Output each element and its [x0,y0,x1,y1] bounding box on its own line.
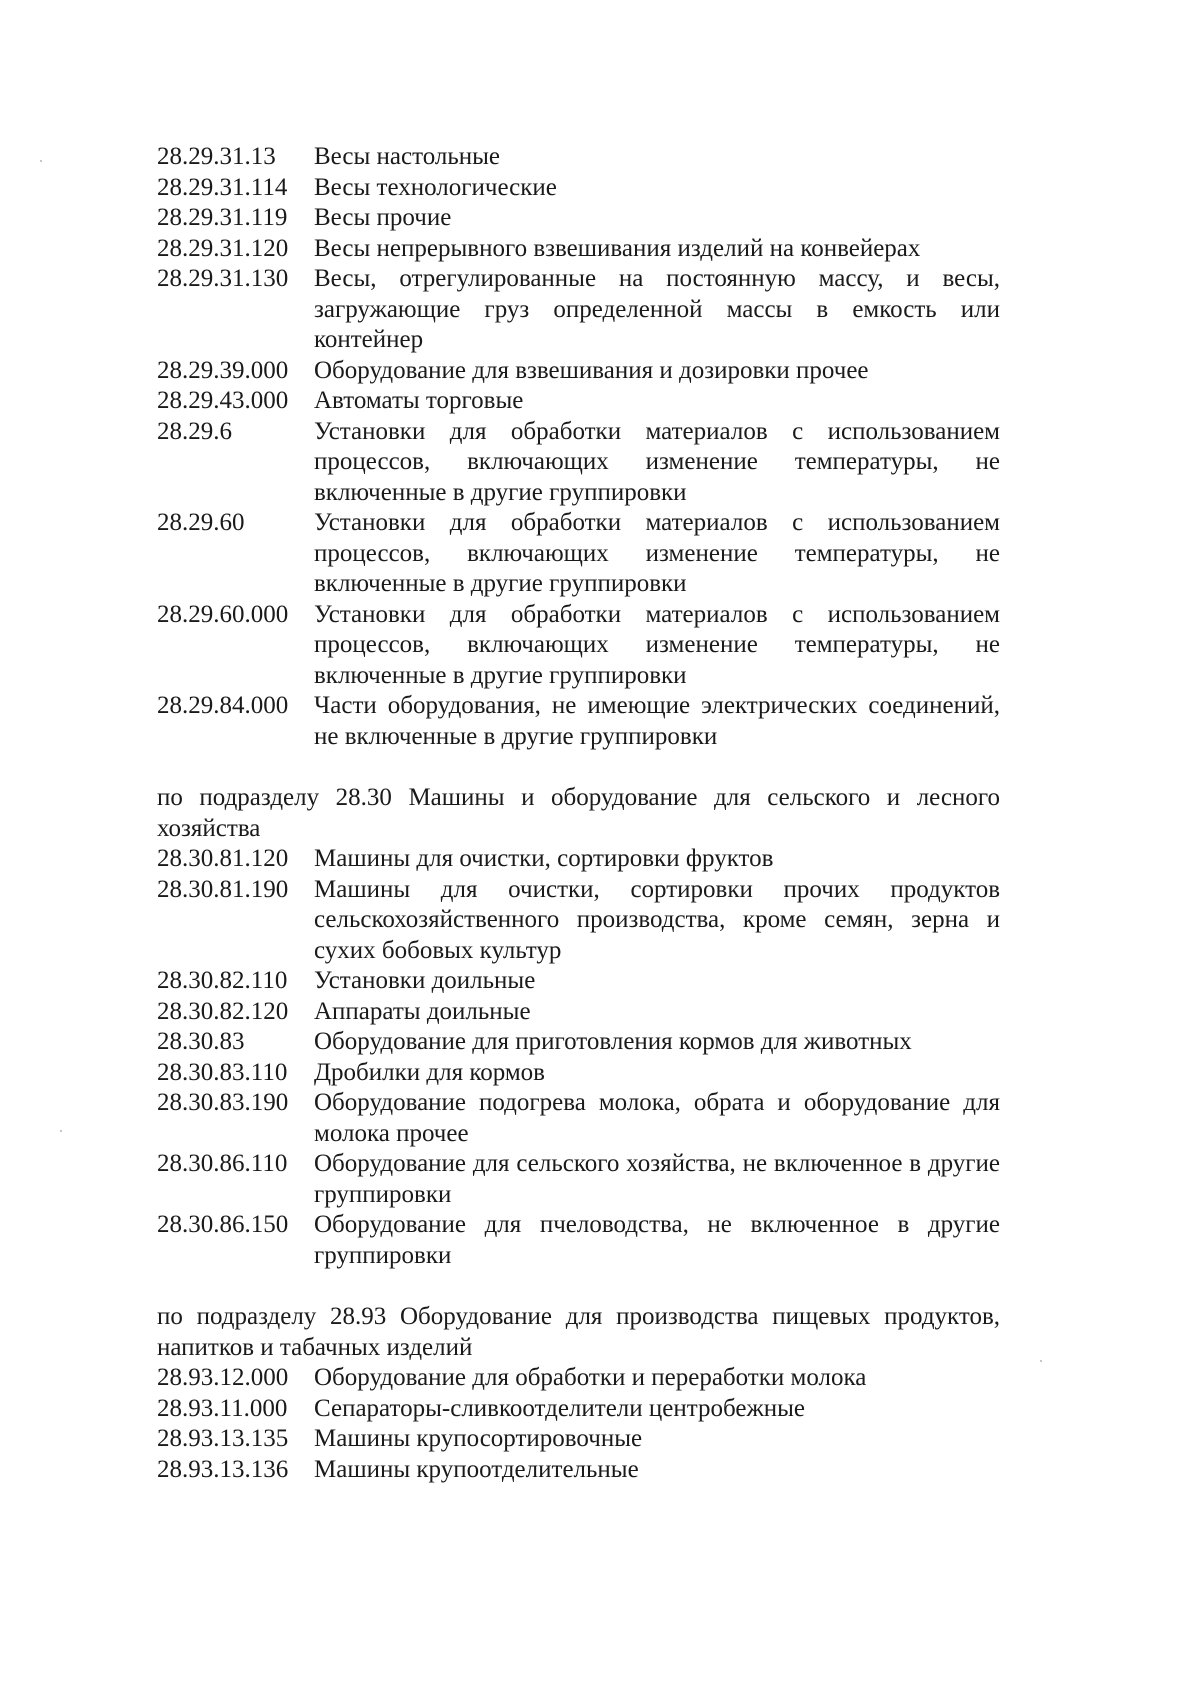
item-text: Весы прочие [314,204,452,231]
list-item [157,173,1000,204]
section-heading: по подразделу 28.93 Оборудование для производства пищевых продуктов, напитков и табачных изделий [157,1303,1000,1361]
classifier-list-section2 [157,844,1000,1271]
item-code: 28.30.81.120 [157,845,289,872]
item-code: 28.29.31.120 [157,234,289,262]
item-text: Машины крупоотделительные [314,1455,639,1483]
list-item [157,691,1000,752]
document-body [157,142,1000,1485]
list-item [157,600,1000,692]
list-item [157,1455,1000,1486]
item-text: Части оборудования, не имеющие электрических соединений, не включенные в другие группировки [314,692,1000,750]
item-code: 28.30.83 [157,1028,245,1055]
list-item [157,1210,1000,1271]
item-code: 28.29.31.130 [157,265,289,292]
item-text: Машины для очистки, сортировки прочих продуктов сельскохозяйственного производства, кроме семян, зерна и сухих бобовых культур [314,875,1000,964]
item-text: Оборудование для взвешивания и дозировки прочее [314,356,869,384]
list-item [157,1027,1000,1058]
item-code: 28.30.81.190 [157,875,289,903]
item-code: 28.29.31.13 [157,143,276,170]
item-text: Машины крупосортировочные [314,1425,643,1452]
list-item [157,1149,1000,1210]
item-code: 28.29.84.000 [157,692,289,719]
list-item [157,1058,1000,1089]
list-item [157,203,1000,234]
section-heading: по подразделу 28.30 Машины и оборудование для сельского и лесного хозяйства [157,784,1000,842]
list-item [157,234,1000,265]
item-code: 28.30.83.190 [157,1089,289,1116]
list-item [157,875,1000,967]
item-text: Весы, отрегулированные на постоянную массу, и весы, загружающие груз определенной массы в емкость или контейнер [314,265,1000,353]
item-text: Аппараты доильные [314,997,531,1025]
item-text: Установки доильные [314,967,536,994]
list-item [157,508,1000,600]
list-item [157,1363,1000,1394]
item-code: 28.29.43.000 [157,387,289,414]
item-text: Оборудование подогрева молока, обрата и оборудование для молока прочее [314,1089,1000,1147]
list-item [157,417,1000,509]
item-code: 28.93.12.000 [157,1364,289,1391]
item-text: Установки для обработки материалов с использованием процессов, включающих изменение температуры, не включенные в другие группировки [314,417,1000,506]
item-text: Весы непрерывного взвешивания изделий на конвейерах [314,234,921,262]
list-item [157,1424,1000,1455]
item-text: Оборудование для приготовления кормов для животных [314,1028,912,1055]
item-code: 28.30.86.110 [157,1150,288,1177]
item-text: Весы настольные [314,143,501,170]
list-item [157,1394,1000,1425]
list-item [157,142,1000,173]
item-text: Оборудование для пчеловодства, не включенное в другие группировки [314,1211,1000,1269]
item-text: Сепараторы-сливкоотделители центробежные [314,1394,806,1422]
item-text: Машины для очистки, сортировки фруктов [314,845,774,872]
list-item [157,997,1000,1028]
item-text: Дробилки для кормов [314,1058,545,1086]
list-item [157,264,1000,356]
item-code: 28.93.11.000 [157,1394,288,1422]
item-code: 28.29.60.000 [157,600,289,628]
item-code: 28.30.82.120 [157,997,289,1025]
item-text: Установки для обработки материалов с использованием процессов, включающих изменение температуры, не включенные в другие группировки [314,600,1000,689]
list-item [157,356,1000,387]
item-text: Оборудование для обработки и переработки молока [314,1364,867,1391]
item-code: 28.30.82.110 [157,967,288,994]
item-code: 28.93.13.136 [157,1455,289,1483]
item-text: Установки для обработки материалов с использованием процессов, включающих изменение температуры, не включенные в другие группировки [314,509,1000,597]
item-code: 28.29.6 [157,417,232,445]
scan-speck [40,160,42,162]
scan-speck [1040,1360,1042,1362]
item-code: 28.29.39.000 [157,356,289,384]
classifier-list-block1 [157,142,1000,752]
list-item [157,844,1000,875]
list-item [157,1088,1000,1149]
classifier-list-section3 [157,1363,1000,1485]
item-text: Весы технологические [314,173,557,201]
item-code: 28.93.13.135 [157,1425,289,1452]
item-code: 28.29.31.119 [157,204,288,231]
list-item [157,966,1000,997]
scan-speck [60,1130,62,1132]
item-code: 28.30.83.110 [157,1058,288,1086]
item-code: 28.30.86.150 [157,1211,289,1238]
list-item [157,386,1000,417]
item-text: Оборудование для сельского хозяйства, не включенное в другие группировки [314,1150,1000,1208]
item-text: Автоматы торговые [314,387,524,414]
item-code: 28.29.31.114 [157,173,288,201]
item-code: 28.29.60 [157,509,245,536]
